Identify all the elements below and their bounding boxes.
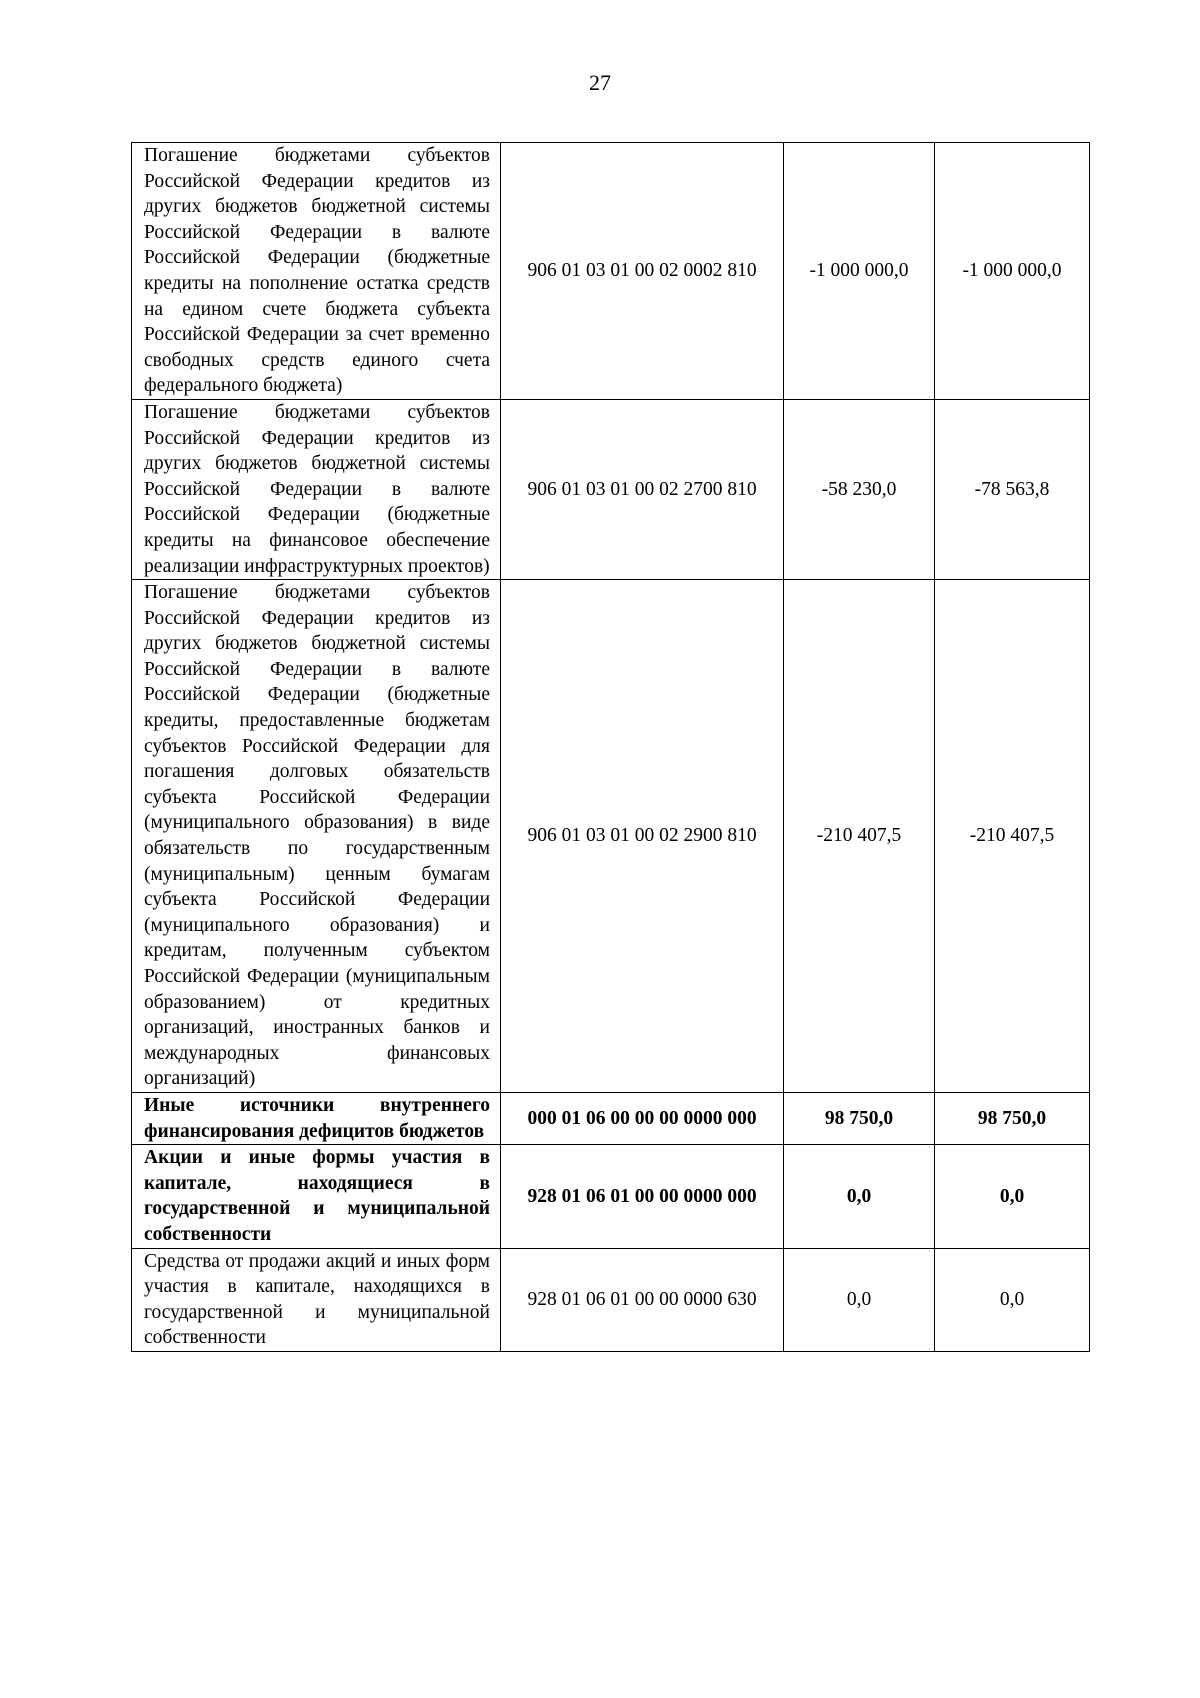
amount-cell-2: -210 407,5 (935, 580, 1090, 1093)
amount-cell-2: -1 000 000,0 (935, 143, 1090, 400)
budget-code-cell: 928 01 06 01 00 00 0000 000 (501, 1145, 784, 1248)
amount-cell-1: 0,0 (784, 1145, 935, 1248)
amount-cell-1: -210 407,5 (784, 580, 935, 1093)
amount-cell-1: -58 230,0 (784, 399, 935, 579)
page-number: 27 (589, 70, 611, 95)
amount-cell-2: 0,0 (935, 1145, 1090, 1248)
amount-cell-2: -78 563,8 (935, 399, 1090, 579)
table-row (132, 1248, 1090, 1351)
budget-code-cell: 906 01 03 01 00 02 2700 810 (501, 399, 784, 579)
amount-cell-2: 98 750,0 (935, 1092, 1090, 1144)
table-row (132, 143, 1090, 400)
table-row (132, 580, 1090, 1093)
source-name-cell: Иные источники внутреннего финансирования дефицитов бюджетов (132, 1092, 501, 1144)
table-row (132, 399, 1090, 579)
source-name-cell: Акции и иные формы участия в капитале, находящиеся в государственной и муниципальной собственности (132, 1145, 501, 1248)
amount-cell-1: 98 750,0 (784, 1092, 935, 1144)
amount-cell-2: 0,0 (935, 1248, 1090, 1351)
source-name-cell: Погашение бюджетами субъектов Российской Федерации кредитов из других бюджетов бюджетной системы Российской Федерации в валюте Российской Федерации (бюджетные кредиты, предоставленные бюджетам субъектов Российской Федерации для погашения долговых обязательств субъекта Российской Федерации (муниципального образования) в виде обязательств по государственным (муниципальным) ценным бумагам субъекта Российской Федерации (муниципального образования) и кредитам, полученным субъектом Российской Федерации (муниципальным образованием) от кредитных организаций, иностранных банков и международных финансовых организаций) (132, 580, 501, 1093)
amount-cell-1: 0,0 (784, 1248, 935, 1351)
table-row (132, 1092, 1090, 1144)
budget-sources-table (131, 142, 1090, 1352)
source-name-cell: Погашение бюджетами субъектов Российской Федерации кредитов из других бюджетов бюджетной системы Российской Федерации в валюте Российской Федерации (бюджетные кредиты на пополнение остатка средств на едином счете бюджета субъекта Российской Федерации за счет временно свободных средств единого счета федерального бюджета) (132, 143, 501, 400)
budget-code-cell: 000 01 06 00 00 00 0000 000 (501, 1092, 784, 1144)
source-name-cell: Погашение бюджетами субъектов Российской Федерации кредитов из других бюджетов бюджетной системы Российской Федерации в валюте Российской Федерации (бюджетные кредиты на финансовое обеспечение реализации инфраструктурных проектов) (132, 399, 501, 579)
amount-cell-1: -1 000 000,0 (784, 143, 935, 400)
budget-code-cell: 928 01 06 01 00 00 0000 630 (501, 1248, 784, 1351)
source-name-cell: Средства от продажи акций и иных форм участия в капитале, находящихся в государственной и муниципальной собственности (132, 1248, 501, 1351)
budget-code-cell: 906 01 03 01 00 02 2900 810 (501, 580, 784, 1093)
budget-code-cell: 906 01 03 01 00 02 0002 810 (501, 143, 784, 400)
table-row (132, 1145, 1090, 1248)
